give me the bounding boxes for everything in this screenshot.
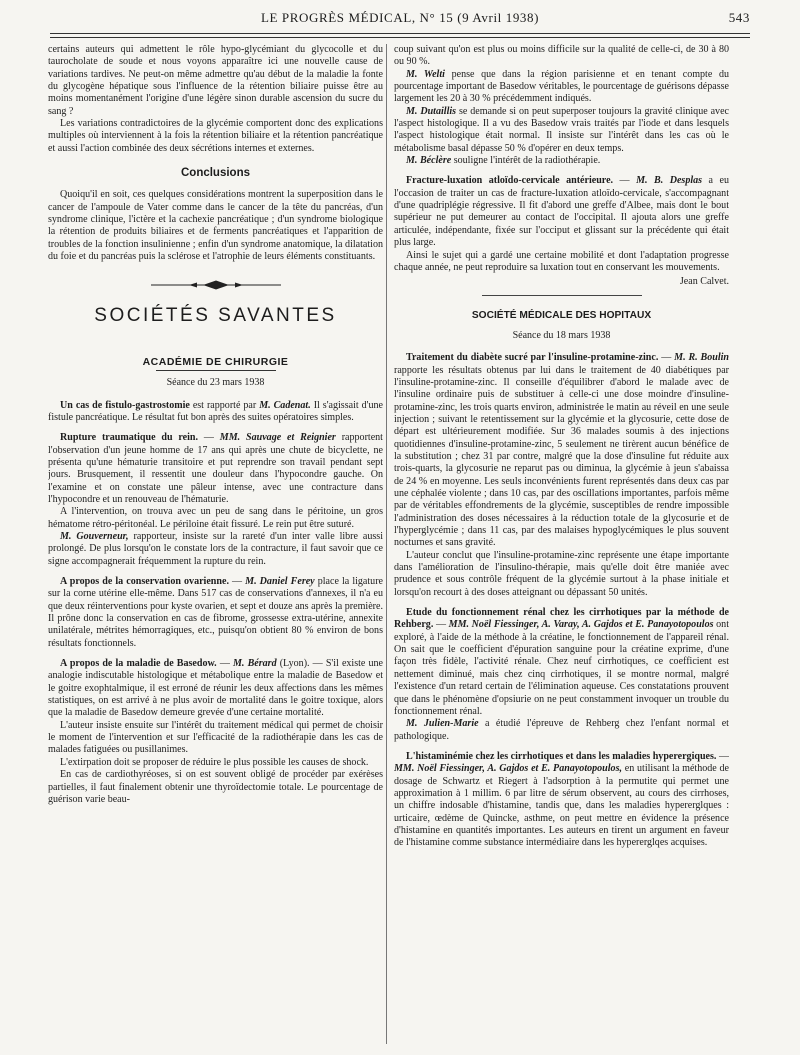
paragraph: M. Dutaillis se demande si on peut superposer toujours la gravité clinique avec l'aspect histologique. Il a vu des Basedow vrais traités par l'iode et dans lesquels l'aspect histologique était normal. Il insiste sur l'intérêt dans les cas où le métabolisme basal dépasse 50 % d'opérer en deux temps. bbox=[394, 105, 729, 154]
paragraph: M. Béclère souligne l'intérêt de la radiothérapie. bbox=[406, 155, 601, 167]
paragraph: L'extirpation doit se proposer de réduire le plus possible les causes de shock. bbox=[60, 756, 369, 768]
article-title: Fracture-luxation atloïdo-cervicale antérieure. bbox=[406, 175, 614, 187]
paragraph: M. Welti pense que dans la région parisienne et en tenant compte du pourcentage important de Basedow véritables, le pourcentage de guérisons dépasse largement les 20 à 30 % précédemment indiqués. bbox=[394, 68, 729, 105]
column-divider bbox=[386, 44, 387, 1044]
conclusions-heading: Conclusions bbox=[180, 167, 250, 180]
paragraph: L'auteur insiste ensuite sur l'intérêt du traitement médical qui permet de choisir le moment de l'intervention et sur l'efficacité de la radiothérapie dans les cas de malades fatiguées ou pusillanimes. bbox=[48, 719, 383, 756]
author: M. R. Boulin bbox=[674, 352, 729, 364]
paragraph: En cas de cardiothyréoses, si on est souvent obligé de procéder par exérèses partielles, il faut finalement obtenir une thyroïdectomie totale. Le pourcentage de guérison varie beau- bbox=[48, 769, 383, 805]
paragraph: coup suivant qu'on est plus ou moins difficile sur la qualité de celle-ci, de 30 à 80 ou 90 %. bbox=[394, 44, 729, 68]
article-title: Traitement du diabète sucré par l'insuline-protamine-zinc. bbox=[406, 352, 659, 364]
paragraph: M. Julien-Marie a étudié l'épreuve de Rehberg chez l'enfant normal et pathologique. bbox=[394, 718, 729, 742]
article: L'histaminémie chez les cirrhotiques et dans les maladies hyperergiques. — MM. Noël Fiessinger, A. Gajdos et E. Panayotopoulos, en utilisant la méthode de dosage de Schwartz et Riegert à l'adsorption à la permutite qui permet une approximation à 1 millim. 6 par litre de sérum observent, au cours des cirrhoses, un chiffre indosable d'histamine, tandis que, dans les maladies hypererglques : urticaire, œdème de Quincke, asthme, on peut mettre en évidence la présence d'histamine en quantités importantes. Les auteurs en tirent un argument en faveur de l'histamine comme substance intermédiaire dans les hypererglqes acquises. bbox=[394, 750, 729, 849]
author: M. B. Desplas bbox=[636, 175, 703, 187]
author: M. Welti bbox=[406, 68, 445, 80]
author: MM. Noël Fiessinger, A. Gajdos et E. Panayotopoulos, bbox=[394, 763, 623, 775]
article-title: Un cas de fistulo-gastrostomie bbox=[60, 399, 190, 411]
ornament-icon bbox=[151, 280, 281, 290]
author: M. Cadenat. bbox=[259, 399, 311, 411]
author: M. Dutaillis bbox=[406, 105, 457, 117]
header-rule bbox=[50, 33, 750, 34]
article: Un cas de fistulo-gastrostomie est rapporté par M. Cadenat. Il s'agissait d'une fistule pancréatique. Le résultat fut bon après des suites opératoires simples. bbox=[48, 399, 383, 423]
article: A propos de la maladie de Basedow. — M. Bérard (Lyon). — S'il existe une analogie indiscutable histologique et métabolique entre la maladie de Basedow et le goitre exophtalmique, il est erroné de réunir les deux affections dans les mêmes statistiques, on est arrivé à ne plus avoir de mortalité dans le goitre toxique, alors que la maladie de Basedow demeure grevée d'une certaine mortalité. bbox=[48, 658, 383, 719]
author: M. Béclère bbox=[406, 155, 452, 167]
session-date: Séance du 23 mars 1938 bbox=[166, 377, 265, 389]
section-title: SOCIÉTÉS SAVANTES bbox=[94, 304, 337, 326]
society-heading: SOCIÉTÉ MÉDICALE DES HOPITAUX bbox=[471, 309, 652, 321]
author: MM. Noël Fiessinger, A. Varay, A. Gajdos et E. Panayotopoulos bbox=[448, 619, 714, 631]
author: M. Julien-Marie bbox=[406, 718, 479, 730]
paragraph: M. Gouverneur, rapporteur, insiste sur la rareté d'un inter valle libre aussi prolongé. De plus lorsqu'on le constate lors de la contracture, il faut savoir que ce signe accompagnerait fréquemment la rupture du rein. bbox=[48, 530, 383, 567]
author: MM. Sauvage et Reignier bbox=[219, 432, 336, 444]
signature: Jean Calvet. bbox=[679, 276, 729, 288]
session-date: Séance du 18 mars 1938 bbox=[512, 329, 611, 341]
paragraph: Ainsi le sujet qui a gardé une certaine mobilité et dont l'adaptation progresse chaque année, ne peut reproduire sa luxation tout en conservant les mouvements. bbox=[394, 249, 729, 273]
article-title: A propos de la conservation ovarienne. bbox=[60, 576, 229, 587]
article: Etude du fonctionnement rénal chez les cirrhotiques par la méthode de Rehberg. — MM. Noël Fiessinger, A. Varay, A. Gajdos et E. Panayotopoulos ont exploré, à l'aide de la méthode à la créatine, le fonctionnement de l'appareil rénal. On sait que le coefficient d'épuration sanguine pour la créatine exprime, d'une façon très fidèle, l'activité rénale. Chez neuf cirrhotiques, ce coefficient est nettement diminué, mais chez cinq cirrhotiques, il se montre normal, malgré l'existence d'un retard certain de l'élimination aqueuse. Ces constatations prouvent que dans le phénomène d'opsiurie on ne peut constamment invoquer un trouble du fonctionnement rénal. bbox=[394, 607, 729, 717]
article: Rupture traumatique du rein. — MM. Sauvage et Reignier rapportent l'observation d'un jeune homme de 17 ans qui après une chute de bicyclette, ne présenta qu'une hématurie transitoire et put reprendre son travail pendant sept jours. Brusquement, il ressentit une douleur dans l'hypocondre gauche. On l'examine et on constate une pâleur intense, avec une contracture dans l'hypocondre et un renouveau de l'hématurie. bbox=[48, 432, 383, 505]
author: M. Daniel Ferey bbox=[245, 576, 315, 587]
article: Traitement du diabète sucré par l'insuline-protamine-zinc. — M. R. Boulin rapporte les résultats obtenus par lui dans le traitement de 40 diabétiques par l'insuline-protamine-zinc. Il conseille d'équilibrer d'abord le malade avec de l'insuline ordinaire puis de substituer à celle-ci une dose moindre d'insuline-protamine-zinc, les trois quarts environ, administrée le matin au réveil en une seule injection ; suivant le retentissement sur la glycémie et la glycosurie, cette dose de départ est ultérieurement modifiée. Sur 36 malades soumis à des injections quotidiennes d'insuline-protamine-zinc, 5 seulement ne tirèrent aucun bénéfice de la substitution ; chez 31 par contre, malgré que la dose d'insuline fut réduite aux trois-quarts, la glycosurie ne reparut pas ou diminua, la glycémie à jeun s'abaissa de 24 % en moyenne. Les seuls inconvénients furent représentés dans deux cas par une céphalée violente ; dans 10 cas, par des oscillations importantes, parfois même par de véritables effondrements de la glycémie, susceptibles de rendre impossible l'administration des doses nécessaires à la réduction totale de la glycosurie et de l'hyperglycémie ; dans 11 cas, par des malaises hypoglycémiques le plus souvent nocturnes et sans gravité. bbox=[394, 352, 729, 549]
header-rule-thin bbox=[50, 37, 750, 38]
author: M. Gouverneur, bbox=[60, 530, 129, 542]
left-column bbox=[48, 44, 383, 1044]
article-title: A propos de la maladie de Basedow. bbox=[60, 658, 217, 670]
article-title: Rupture traumatique du rein. bbox=[60, 432, 199, 444]
heading-underline bbox=[156, 370, 276, 371]
paragraph: Les variations contradictoires de la glycémie comportent donc des explications multiples où interviennent à la fois la rétention biliaire et la rétention pancréatique et aussi l'action combinée des deux sécrétions internes et externes. bbox=[48, 118, 383, 154]
section-rule bbox=[482, 295, 642, 296]
journal-title: LE PROGRÈS MÉDICAL, N° 15 (9 Avril 1938) bbox=[260, 10, 540, 25]
right-column bbox=[394, 44, 729, 1044]
ornament-divider bbox=[48, 280, 383, 290]
article: A propos de la conservation ovarienne. — M. Daniel Ferey place la ligature sur la corne utérine elle-même. Dans 517 cas de conservations d'annexes, il n'a eu que deux réinterventions pour kyste ovarien, et sept et douze ans après la première. Il prône donc la conservation en cas de fibrome, grossesse extra-utérine, annexite unilatérale, métrites hémorragiques, etc., puisqu'on obtient 80 % environ de bons résultats fonctionnels. bbox=[48, 576, 383, 649]
society-heading: ACADÉMIE DE CHIRURGIE bbox=[142, 355, 289, 368]
paragraph: L'auteur conclut que l'insuline-protamine-zinc représente une étape importante dans l'amélioration de l'insulino-thérapie, mais qu'elle doit être maniée avec prudence et sous contrôle fréquent de la glycémie surtout à la phase initiale et lorsqu'on recourt à des doses atteignant ou dépassant 50 unités. bbox=[394, 549, 729, 598]
article-title: Etude du fonctionnement rénal chez les cirrhotiques par la méthode de Rehberg. bbox=[394, 607, 729, 631]
page-number: 543 bbox=[728, 10, 750, 25]
paragraph: Quoiqu'il en soit, ces quelques considérations montrent la superposition dans le cancer de l'ampoule de Vater comme dans le cancer de la tête du pancréas, d'un syndrome clinique, l'ictère et la cachexie pancréatique ; d'un syndrome biologique la rétention de produits biliaires et de ferments pancréatiques et l'apparition de troubles de la fonction insulinienne ; enfin d'un syndrome anatomique, la dilatation du foie et du pancréas puis la sclérose et l'atrophie de leurs éléments constituants. bbox=[48, 189, 383, 263]
article: Fracture-luxation atloïdo-cervicale antérieure. — M. B. Desplas a eu l'occasion de traiter un cas de fracture-luxation atloïdo-cervicale, s'accompagnant d'une quadriplégie régressive. Il fit d'abord une greffe d'Albee, mais dont le bout supérieur ne put demeurer au contact de l'occipital. Il ajouta alors une greffe articulée, indépendante, fixée sur l'occiput et glissant sur la précédente qui était plus large. bbox=[394, 175, 729, 249]
paragraph: A l'intervention, on trouva avec un peu de sang dans le péritoine, un gros hématome rétro-péritonéal. Le périloine était fissuré. Le rein put être suturé. bbox=[48, 506, 383, 530]
author: M. Bérard bbox=[233, 658, 277, 670]
running-header bbox=[50, 10, 750, 30]
paragraph: certains auteurs qui admettent le rôle hypo-glycémiant du glycocolle et du taurocholate de soude et nous voyons apparaître ici une nouvelle cause de variations tardives. Ne peut-on même admettre qu'au début de la maladie la fonte du glycogène hépatique sous l'influence de la rétention biliaire puisse être au moins momentanément l'origine d'une légère sinon durable ascension du sucre du sang ? bbox=[48, 44, 383, 117]
article-title: L'histaminémie chez les cirrhotiques et dans les maladies hyperergiques. bbox=[406, 750, 717, 762]
